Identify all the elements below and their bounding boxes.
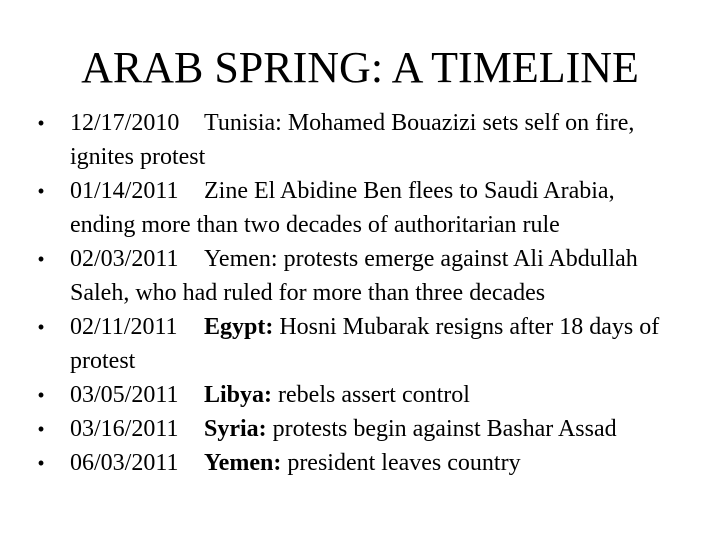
timeline-date: 12/17/2010: [70, 110, 180, 136]
timeline-country: Yemen:: [204, 450, 282, 476]
timeline-event: Mohamed Bouazizi sets self on fire, ignites protest: [70, 110, 635, 170]
timeline-event: Zine El Abidine Ben flees to Saudi Arabia, ending more than two decades of authoritarian rule: [70, 178, 615, 238]
timeline-event: president leaves country: [287, 450, 521, 476]
bullet-icon: •: [37, 113, 45, 133]
timeline-item: [34, 310, 674, 378]
timeline-date: 03/16/2011: [70, 416, 179, 442]
timeline-date: 03/05/2011: [70, 382, 179, 408]
timeline-item: [34, 378, 674, 412]
timeline-item: [34, 446, 674, 480]
timeline-country: Tunisia: [204, 110, 276, 136]
timeline-date: 06/03/2011: [70, 450, 179, 476]
timeline-country: Egypt:: [204, 314, 274, 340]
bullet-icon: •: [37, 453, 45, 473]
bullet-icon: •: [37, 385, 45, 405]
timeline-country: Syria:: [204, 416, 267, 442]
timeline-event: protests begin against Bashar Assad: [272, 416, 617, 442]
bullet-icon: •: [37, 419, 45, 439]
timeline-date: 02/11/2011: [70, 314, 178, 340]
timeline-event: protests emerge against Ali Abdullah Saleh, who had ruled for more than three decades: [70, 246, 638, 306]
timeline-item: [34, 174, 674, 242]
timeline-date: 02/03/2011: [70, 246, 179, 272]
timeline-list: [34, 106, 674, 480]
bullet-icon: •: [37, 181, 45, 201]
timeline-date: 01/14/2011: [70, 178, 179, 204]
timeline-event: rebels assert control: [278, 382, 470, 408]
slide-title: ARAB SPRING: A TIMELINE: [81, 43, 639, 92]
timeline-item: • 12/17/2010 Tunisia: Mohamed Bouazizi sets self on fire, ignites protest: [34, 106, 674, 174]
timeline-country: Yemen: [204, 246, 271, 272]
bullet-icon: •: [37, 317, 45, 337]
timeline-item: [34, 412, 674, 446]
timeline-country: Libya:: [204, 382, 273, 408]
timeline-item: • 02/03/2011 Yemen: protests emerge against Ali Abdullah Saleh, who had ruled for more than three decades: [34, 242, 674, 310]
bullet-icon: •: [37, 249, 45, 269]
timeline-event: Hosni Mubarak resigns after 18 days of protest: [70, 314, 660, 374]
